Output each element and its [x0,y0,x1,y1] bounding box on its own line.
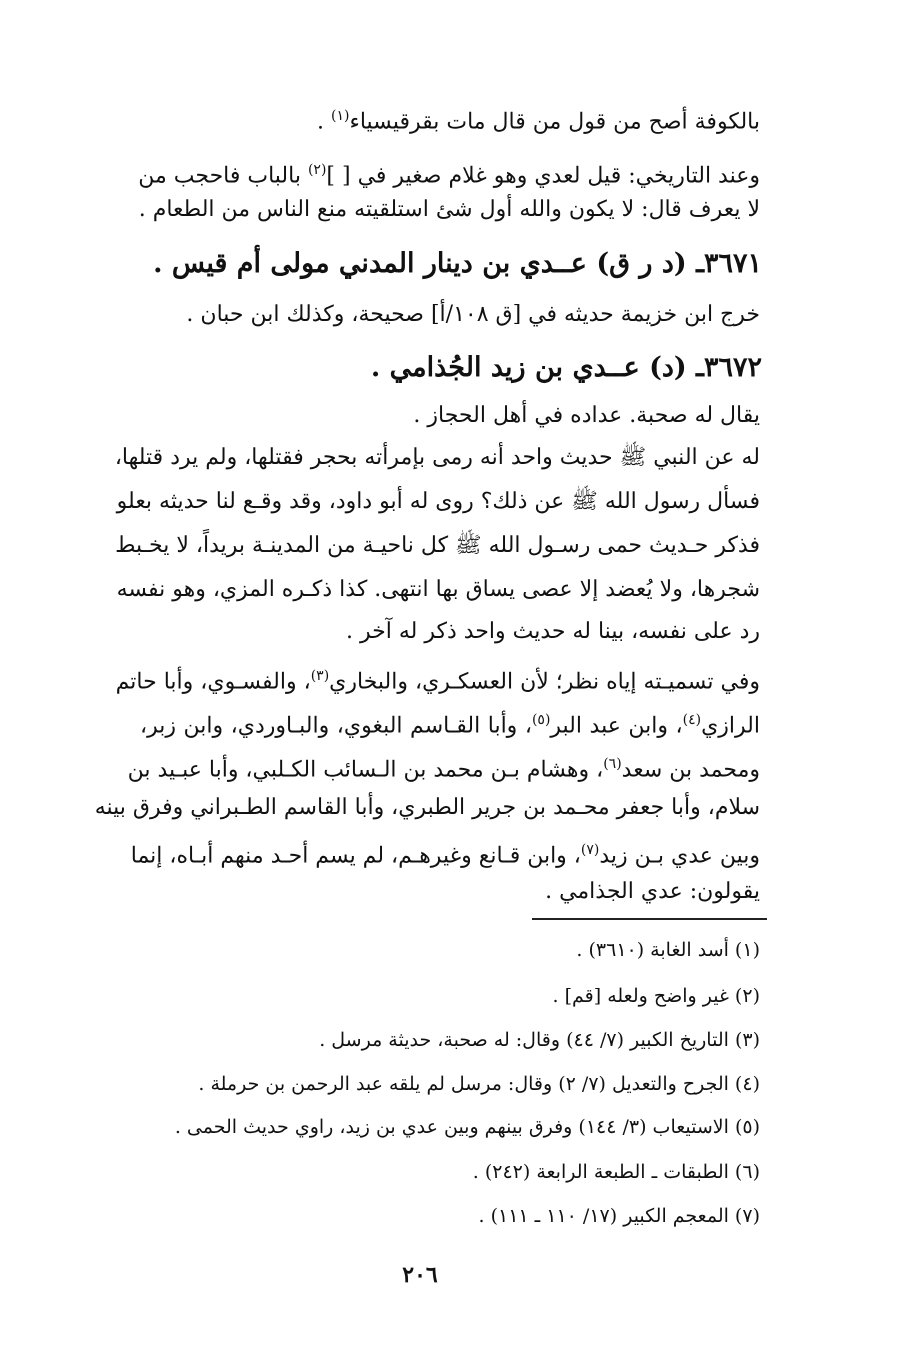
text-line-8: فذكر حـديث حمى رسـول الله ﷺ كل ناحيـة من المدينـة بريداً، لا يخـبط [115,533,760,558]
text-line-1 [140,96,760,142]
footnote-mark: (٦) [603,756,622,772]
text-line-5: يقال له صحبة. عداده في أهل الحجاز . [413,403,760,428]
text-line-15 [130,830,760,876]
page-number: ٢٠٦ [402,1262,438,1288]
text-segment: ، والفسـوي، وأبا حاتم [115,669,311,695]
footnote-6: (٦) الطبقات ـ الطبعة الرابعة (٢٤٢) . [472,1161,760,1183]
text-segment: ، وابن قـانع وغيرهـم، لم يسم أحـد منهم أبـاه، إنما [130,843,581,869]
text-segment: ، وابن عبد البر [550,713,683,739]
footnote-mark: (٤) [682,712,702,728]
text-segment: وفي تسميـته إياه نظر؛ لأن العسكـري، والبخاري [329,669,760,695]
entry-heading-3671: ٣٦٧١ـ (د ر ق) عــدي بن دينار المدني مولى أم قيس . [153,248,762,279]
text-segment: . [317,109,332,135]
text-line-4: خرج ابن خزيمة حديثه في [ق ١٠٨/أ] صحيحة، وكذلك ابن حبان . [186,302,760,327]
text-segment: الرازي [701,713,760,739]
footnote-3: (٣) التاريخ الكبير (٧/ ٤٤) وقال: له صحبة، حديثة مرسل . [319,1029,760,1051]
footnote-5: (٥) الاستيعاب (٣/ ١٤٤) وفرق بينهم وبين عدي بن زيد، راوي حديث الحمى . [174,1116,760,1138]
text-line-3: لا يعرف قال: لا يكون والله أول شئ استلقيته منع الناس من الطعام . [138,197,760,222]
text-segment: ، وهشام بـن محمد بن الـسائب الكـلبي، وأبا عبـيد بن [127,757,604,783]
footnote-mark: (١) [331,108,350,124]
text-line-11 [115,656,760,702]
text-line-7: فسأل رسول الله ﷺ عن ذلك؟ روى له أبو داود، وقد وقـع لنا حديثه بعلو [116,489,760,514]
text-line-13 [127,744,760,790]
footnote-mark: (٣) [310,668,330,684]
text-line-9: شجرها، ولا يُعضد إلا عصى يساق بها انتهى. كذا ذكـره المزي، وهو نفسه [116,577,760,602]
text-line-12 [140,700,760,746]
text-line-14: سلام، وأبا جعفر محـمد بن جرير الطبري، وأبا القاسم الطـبراني وفرق بينه [94,795,760,820]
entry-heading-3672: ٣٦٧٢ـ (د) عــدي بن زيد الجُذامي . [370,352,762,383]
footnote-4: (٤) الجرح والتعديل (٧/ ٢) وقال: مرسل لم يلقه عبد الرحمن بن حرملة . [198,1073,760,1095]
text-segment: بالباب فاحجب من [138,163,308,189]
footnote-1: (١) أسد الغابة (٣٦١٠) . [576,939,760,961]
footnote-mark: (٥) [531,712,551,728]
text-segment: بالكوفة أصح من قول من قال مات بقرقيسياء [349,109,760,135]
footnote-mark: (٧) [580,842,600,858]
footnote-7: (٧) المعجم الكبير (١٧/ ١١٠ ـ ١١١) . [478,1205,760,1227]
text-line-16: يقولون: عدي الجذامي . [545,879,760,904]
footnote-separator [532,918,767,920]
text-segment: وعند التاريخي: قيل لعدي وهو غلام صغير في [ ] [326,163,760,189]
text-segment: ، وأبا القـاسم البغوي، والبـاوردي، وابن زبر، [140,713,532,739]
text-segment: ومحمد بن سعد [621,757,760,783]
text-line-10: رد على نفسه، بينا له حديث واحد ذكر له آخر . [346,619,760,644]
footnote-2: (٢) غير واضح ولعله [قم] . [552,985,760,1007]
text-segment: وبين عدي بـن زيد [599,843,760,869]
text-line-6: له عن النبي ﷺ حديث واحد أنه رمى بإمرأته بحجر فقتلها، ولم يرد قتلها، [114,445,760,470]
footnote-mark: (٢) [307,162,327,178]
